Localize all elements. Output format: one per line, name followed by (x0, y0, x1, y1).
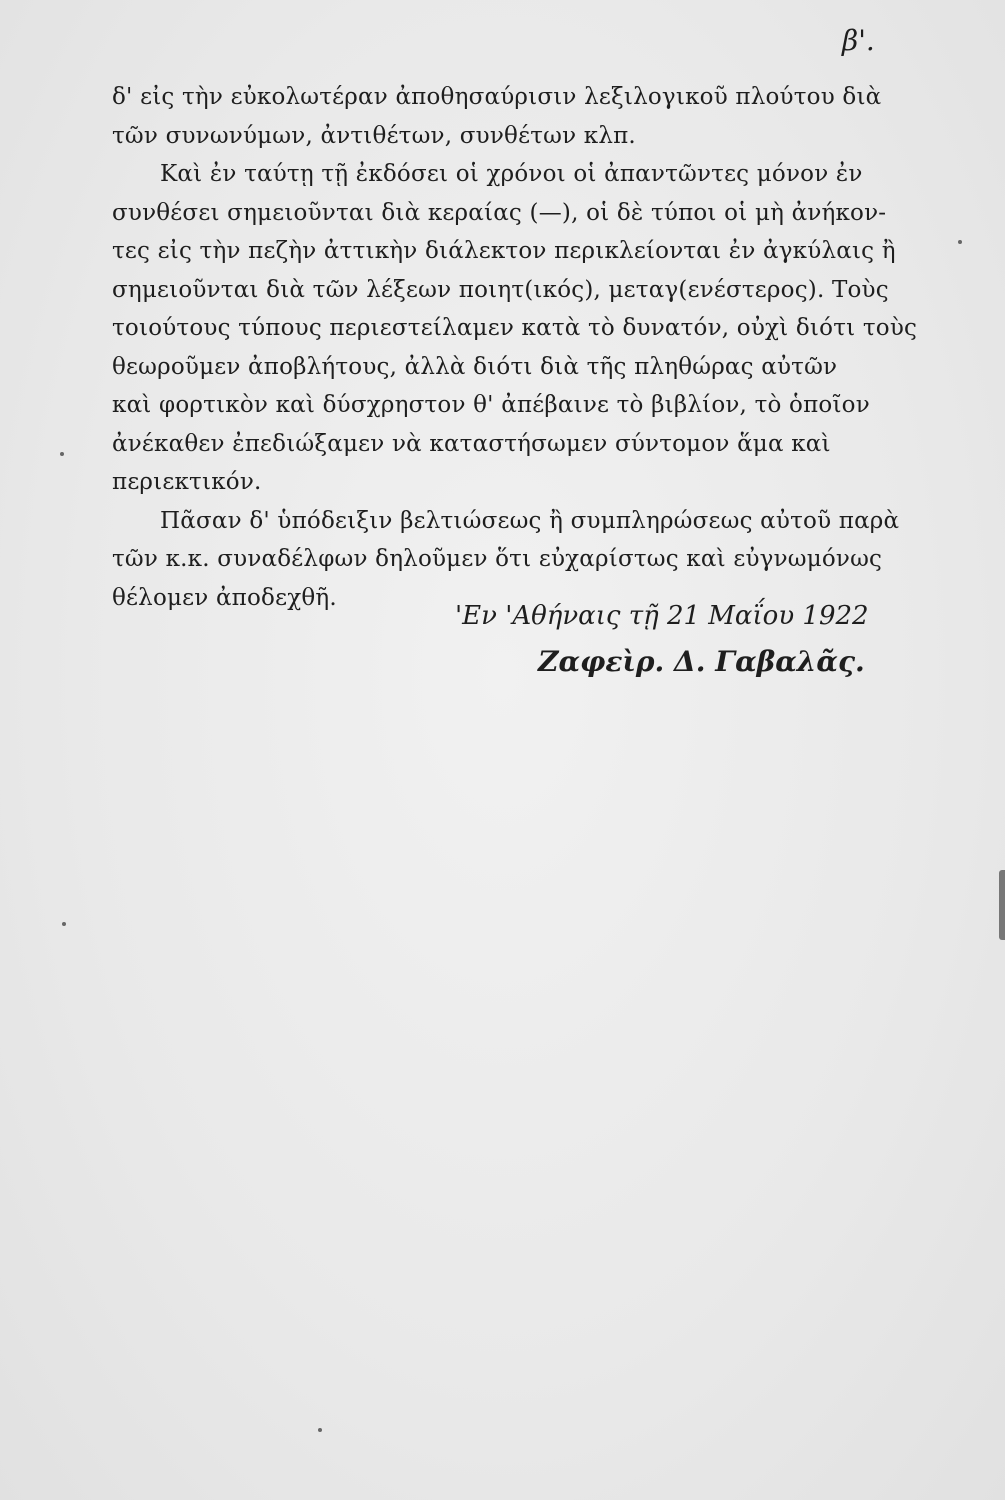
text-line: Πᾶσαν δ' ὑπόδειξιν βελτιώσεως ἢ συμπληρώσεως αὐτοῦ παρὰ (160, 507, 900, 534)
text-line: Καὶ ἐν ταύτῃ τῇ ἐκδόσει οἱ χρόνοι οἱ ἀπαντῶντες μόνον ἐν (160, 161, 863, 187)
text-line: σημειοῦνται διὰ τῶν λέξεων ποιητ(ικός), μεταγ(ενέστερος). Τοὺς (112, 276, 889, 303)
paper-speck (62, 922, 66, 926)
page-edge-mark (999, 870, 1005, 940)
text-line: δ' εἰς τὴν εὐκολωτέραν ἀποθησαύρισιν λεξιλογικοῦ πλούτου διὰ (112, 84, 882, 110)
text-line: τοιούτους τύπους περιεστείλαμεν κατὰ τὸ δυνατόν, οὐχὶ διότι τοὺς (112, 315, 918, 341)
text-line: θέλομεν ἀποδεχθῆ. (112, 584, 337, 611)
paragraph-3 (112, 502, 927, 618)
paragraph-1 (112, 78, 927, 155)
text-line: καὶ φορτικὸν καὶ δύσχρηστον θ' ἀπέβαινε τὸ βιβλίον, τὸ ὁποῖον (112, 392, 870, 418)
page-number: β'. (842, 24, 875, 57)
paper-speck (60, 452, 64, 456)
text-line: ἀνέκαθεν ἐπεδιώξαμεν νὰ καταστήσωμεν σύντομον ἅμα καὶ (112, 430, 831, 457)
text-line: συνθέσει σημειοῦνται διὰ κεραίας (—), οἱ δὲ τύποι οἱ μὴ ἀνήκον- (112, 199, 887, 226)
dateline: 'Εν 'Αθήναις τῇ 21 Μαΐου 1922 (455, 601, 869, 631)
paragraph-2 (112, 155, 927, 502)
author-signature: Ζαφεὶρ. Δ. Γαβαλᾶς. (538, 645, 865, 678)
text-line: θεωροῦμεν ἀποβλήτους, ἀλλὰ διότι διὰ τῆς πληθώρας αὐτῶν (112, 353, 838, 380)
text-line: τῶν συνωνύμων, ἀντιθέτων, συνθέτων κλπ. (112, 122, 636, 149)
text-line: τῶν κ.κ. συναδέλφων δηλοῦμεν ὅτι εὐχαρίστως καὶ εὐγνωμόνως (112, 546, 883, 572)
paper-speck (318, 1428, 322, 1432)
text-line: τες εἰς τὴν πεζὴν ἀττικὴν διάλεκτον περικλείονται ἐν ἀγκύλαις ἢ (112, 238, 896, 264)
text-line: περιεκτικόν. (112, 469, 262, 495)
paper-speck (958, 240, 962, 244)
body-text (112, 78, 927, 617)
